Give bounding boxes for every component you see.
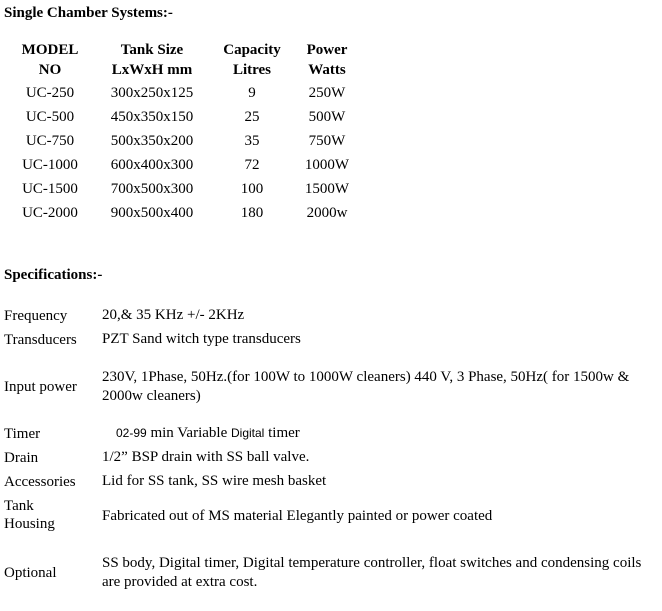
cell-size: 300x250x125 (110, 85, 194, 101)
spec-label-drain: Drain (4, 450, 39, 466)
spec-label-tank-housing (4, 497, 96, 533)
cell-model: UC-1000 (22, 157, 78, 173)
cell-model: UC-1500 (22, 181, 78, 197)
cell-power: 1000W (304, 157, 350, 173)
header-power-line2: Watts (308, 62, 346, 78)
timer-digital: Digital (231, 426, 265, 440)
cell-power: 250W (308, 85, 346, 101)
cell-size: 450x350x150 (110, 109, 194, 125)
spec-label-timer: Timer (4, 426, 41, 442)
single-chamber-heading: Single Chamber Systems:- (4, 5, 173, 21)
spec-label-input-power: Input power (4, 379, 77, 395)
tank-housing-line1: Tank (4, 498, 34, 514)
cell-capacity: 100 (240, 181, 264, 197)
header-power (296, 40, 358, 80)
spec-value-input-power: 230V, 1Phase, 50Hz.(for 100W to 1000W cleaners) 440 V, 3 Phase, 50Hz( for 1500w & 2000w cleaners) (102, 369, 630, 404)
spec-value-accessories: Lid for SS tank, SS wire mesh basket (102, 473, 327, 489)
cell-capacity: 9 (248, 85, 256, 101)
header-model-line1: MODEL (21, 42, 79, 58)
spec-value-optional: SS body, Digital timer, Digital temperature controller, float switches and condensing coils are provided at extra cost. (102, 555, 642, 590)
cell-model: UC-250 (25, 85, 75, 101)
spec-value-transducers: PZT Sand witch type transducers (102, 331, 301, 347)
cell-size: 700x500x300 (110, 181, 194, 197)
cell-size: 600x400x300 (110, 157, 194, 173)
header-tank-line1: Tank Size (120, 42, 184, 58)
spec-label-transducers: Transducers (4, 332, 77, 348)
header-tank-line2: LxWxH mm (111, 62, 193, 78)
timer-end: timer (264, 425, 300, 441)
header-tank-size (98, 40, 206, 80)
cell-power: 500W (308, 109, 346, 125)
cell-capacity: 180 (240, 205, 264, 221)
specifications-heading: Specifications:- (4, 267, 103, 283)
spec-value-timer (116, 424, 556, 443)
header-capacity (212, 40, 292, 80)
spec-value-frequency: 20,& 35 KHz +/- 2KHz (102, 307, 245, 323)
spec-value-drain: 1/2” BSP drain with SS ball valve. (102, 449, 310, 465)
timer-text: min Variable (146, 425, 231, 441)
spec-label-accessories: Accessories (4, 474, 76, 490)
cell-model: UC-500 (25, 109, 75, 125)
cell-size: 900x500x400 (110, 205, 194, 221)
header-power-line1: Power (306, 42, 348, 58)
timer-range: 02-99 (116, 426, 147, 440)
header-model-line2: NO (38, 62, 62, 78)
cell-power: 1500W (304, 181, 350, 197)
spec-label-frequency: Frequency (4, 308, 68, 324)
cell-capacity: 72 (244, 157, 260, 173)
spec-label-optional: Optional (4, 565, 57, 581)
tank-housing-line2: Housing (4, 516, 55, 532)
cell-size: 500x350x200 (110, 133, 194, 149)
cell-capacity: 35 (244, 133, 260, 149)
cell-capacity: 25 (244, 109, 260, 125)
cell-power: 750W (308, 133, 346, 149)
cell-power: 2000w (306, 205, 348, 221)
header-model (8, 40, 92, 80)
header-capacity-line2: Litres (232, 62, 272, 78)
cell-model: UC-750 (25, 133, 75, 149)
spec-value-tank-housing: Fabricated out of MS material Elegantly painted or power coated (102, 508, 493, 524)
cell-model: UC-2000 (22, 205, 78, 221)
header-capacity-line1: Capacity (223, 42, 281, 58)
